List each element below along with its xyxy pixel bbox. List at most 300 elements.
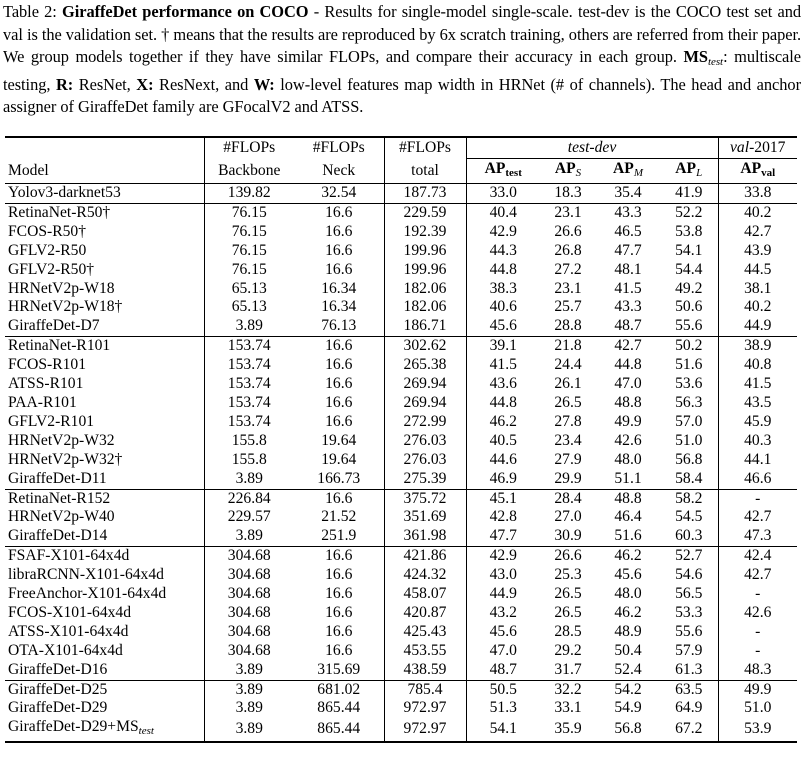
caption-x-label: X: [136,74,154,94]
cell-backbone: 3.89 [204,527,294,546]
model-name: RetinaNet-R152 [8,489,111,507]
cell-aps: 26.5 [554,393,582,411]
cell-backbone: 76.15 [204,242,294,261]
model-name: HRNetV2p-W18 [8,279,115,297]
header-val-year: -2017 [749,139,786,156]
header-ap-l [660,159,718,184]
cell-val: 40.8 [718,356,797,375]
cell-val: 33.8 [718,184,797,204]
cell-neck: 16.6 [325,241,353,259]
cell-val: 44.1 [718,451,797,470]
table-row [5,470,797,489]
cell-val: 40.2 [718,298,797,317]
cell-apl: 52.2 [675,203,703,221]
model-name: Yolov3-darknet53 [8,184,121,201]
caption-text-2: : multiscale testing, [3,47,801,94]
header-ap-val-label: AP [740,160,762,177]
cell-model [5,680,204,699]
cell-neck: 16.6 [325,203,353,221]
cell-model [5,394,204,413]
cell-ap: 46.9 [466,470,540,489]
caption-label: Table 2: [3,2,57,21]
cell-apl: 54.1 [675,241,703,259]
cell-total: 265.38 [384,356,466,375]
cell-backbone: 76.15 [204,223,294,242]
cell-model [5,280,204,299]
cell-apl: 63.5 [675,680,703,698]
table-row [5,280,797,299]
cell-total: 269.94 [384,375,466,394]
cell-backbone: 139.82 [204,184,294,204]
cell-neck: 16.6 [325,375,353,393]
cell-backbone: 3.89 [204,699,294,718]
cell-val: 42.7 [718,566,797,585]
table-row [5,261,797,280]
model-name: FCOS-R50† [8,222,86,240]
cell-model [5,699,204,718]
caption-text-1: - Results for single-model single-scale. test-dev is the COCO test set and val is the validation set. † means that the results are reproduced by 6x scratch training, others are referred from their paper. We group models together if they have similar FLOPs, and compare their accuracy in each group. [3,2,801,66]
cell-backbone: 3.89 [204,718,294,742]
table-row [5,566,797,585]
cell-apl: 64.9 [675,699,703,717]
model-name: HRNetV2p-W40 [8,508,115,526]
cell-apm: 49.9 [614,412,642,430]
cell-neck: 16.34 [321,279,357,297]
cell-apm: 54.9 [614,699,642,717]
cell-apm: 51.6 [614,527,642,545]
model-name: RetinaNet-R101 [8,337,111,355]
cell-val: 44.9 [718,317,797,336]
cell-val: 45.9 [718,413,797,432]
cell-neck: 16.34 [321,298,357,316]
cell-backbone: 65.13 [204,280,294,299]
model-name: GiraffeDet-D11 [8,469,107,487]
cell-model [5,527,204,546]
cell-backbone: 153.74 [204,413,294,432]
header-flops-total-1: #FLOPs [384,137,466,159]
cell-ap: 44.8 [466,394,540,413]
cell-neck: 865.44 [317,699,361,717]
cell-backbone: 3.89 [204,470,294,489]
table-row [5,604,797,623]
header-ap-val [718,159,797,184]
cell-apm: 35.4 [614,184,642,201]
cell-backbone: 153.74 [204,394,294,413]
cell-apl: 56.3 [675,393,703,411]
cell-apm: 48.0 [614,450,642,468]
cell-val: 40.2 [718,203,797,222]
cell-model [5,298,204,317]
header-model: Model [8,161,49,179]
cell-apm: 52.4 [614,660,642,678]
cell-val: 43.5 [718,394,797,413]
table-row [5,413,797,432]
cell-val: - [718,489,797,508]
cell-aps: 18.3 [554,184,582,201]
cell-ap: 40.6 [466,298,540,317]
cell-apm: 46.2 [614,603,642,621]
cell-total: 458.07 [384,585,466,604]
cell-aps: 32.2 [554,680,582,698]
cell-neck: 16.6 [325,337,353,355]
cell-apm: 48.8 [614,489,642,507]
cell-apl: 58.2 [675,489,703,507]
cell-apm: 45.6 [614,566,642,584]
cell-neck: 76.13 [321,317,357,335]
cell-backbone: 3.89 [204,661,294,680]
cell-val: 46.6 [718,470,797,489]
cell-total: 351.69 [384,508,466,527]
cell-aps: 31.7 [554,660,582,678]
table-row [5,337,797,356]
cell-backbone: 229.57 [204,508,294,527]
cell-backbone: 304.68 [204,623,294,642]
model-name: ATSS-R101 [8,375,84,393]
header-ap-m-sub: M [633,167,643,179]
table-row [5,432,797,451]
cell-total: 182.06 [384,280,466,299]
cell-apl: 54.5 [675,508,703,526]
cell-val: 48.3 [718,661,797,680]
cell-apl: 51.0 [675,431,703,449]
cell-total: 302.62 [384,337,466,356]
cell-apl: 53.8 [675,222,703,240]
cell-total: 199.96 [384,242,466,261]
header-test-dev: test-dev [466,137,718,159]
cell-apm: 46.5 [614,222,642,240]
cell-apm: 42.6 [614,431,642,449]
cell-apm: 46.4 [614,508,642,526]
cell-aps: 26.5 [554,585,582,603]
cell-model [5,604,204,623]
caption-title: GiraffeDet performance on COCO [62,2,309,21]
model-name: FCOS-X101-64x4d [8,603,132,621]
cell-total: 785.4 [384,680,466,699]
model-name-sub: test [138,725,154,738]
caption-ms-label: MS [683,47,708,66]
caption-w-label: W: [253,74,275,94]
table-row [5,298,797,317]
cell-aps: 26.1 [554,375,582,393]
header-ap-s-sub: S [575,167,582,179]
cell-apl: 67.2 [660,718,718,742]
cell-apm: 50.4 [614,641,642,659]
cell-model [5,413,204,432]
model-name: GFLV2-R101 [8,412,95,430]
cell-val: 42.6 [718,604,797,623]
cell-apm: 41.5 [614,279,642,297]
cell-total: 276.03 [384,432,466,451]
cell-aps: 27.0 [554,508,582,526]
cell-total: 199.96 [384,261,466,280]
model-name: ATSS-X101-64x4d [8,622,129,640]
cell-model [5,242,204,261]
header-ap-m [596,159,660,184]
cell-neck: 865.44 [294,718,384,742]
cell-apl: 51.6 [675,356,703,374]
header-ap-s-label: AP [554,160,576,177]
cell-aps: 26.5 [554,603,582,621]
header-ap-l-sub: L [696,167,703,179]
header-ap-l-label: AP [675,160,697,177]
cell-model [5,623,204,642]
cell-val: 53.9 [718,718,797,742]
cell-val: - [718,585,797,604]
cell-neck: 16.6 [325,260,353,278]
cell-apm: 54.2 [614,680,642,698]
cell-total: 972.97 [384,718,466,742]
cell-apl: 55.6 [675,317,703,335]
cell-ap: 48.7 [466,661,540,680]
cell-val: 42.7 [718,508,797,527]
cell-apl: 60.3 [675,527,703,545]
cell-apm: 48.0 [614,585,642,603]
cell-aps: 27.9 [554,450,582,468]
header-flops-backbone-2: Backbone [204,159,294,184]
cell-total: 276.03 [384,451,466,470]
cell-apl: 54.4 [675,260,703,278]
cell-val: 47.3 [718,527,797,546]
cell-neck: 315.69 [317,660,361,678]
cell-apl: 41.9 [675,184,703,201]
cell-backbone: 65.13 [204,298,294,317]
cell-val: 42.7 [718,223,797,242]
cell-apl: 57.0 [675,412,703,430]
model-name: GiraffeDet-D7 [8,317,100,335]
cell-model [5,317,204,336]
cell-neck: 16.6 [325,222,353,240]
header-ap-val-sub: val [761,167,776,179]
cell-ap: 45.1 [466,489,540,508]
cell-apl: 50.6 [675,298,703,316]
cell-total: 438.59 [384,661,466,680]
cell-neck: 16.6 [325,547,353,565]
model-name: GFLV2-R50† [8,260,95,278]
cell-aps: 23.1 [554,279,582,297]
cell-apm: 47.0 [614,375,642,393]
cell-apm: 51.1 [614,469,642,487]
cell-total: 972.97 [384,699,466,718]
cell-neck: 19.64 [321,431,357,449]
cell-backbone: 3.89 [204,317,294,336]
cell-model [5,508,204,527]
cell-apl: 49.2 [675,279,703,297]
cell-backbone: 304.68 [204,642,294,661]
table-row [5,451,797,470]
cell-model [5,661,204,680]
header-ap-m-label: AP [613,160,634,177]
cell-ap: 39.1 [466,337,540,356]
cell-ap: 41.5 [466,356,540,375]
caption-r-text: ResNet, [73,74,137,94]
table-body [5,184,797,743]
cell-aps: 23.1 [554,203,582,221]
cell-model [5,451,204,470]
cell-apl: 57.9 [675,641,703,659]
cell-model [5,203,204,222]
cell-ap: 50.5 [466,680,540,699]
model-name: FreeAnchor-X101-64x4d [8,585,167,603]
cell-total: 186.71 [384,317,466,336]
cell-neck: 16.6 [325,489,353,507]
cell-neck: 681.02 [317,680,361,698]
cell-neck: 16.6 [325,585,353,603]
cell-val: 40.3 [718,432,797,451]
caption-r-label: R: [55,74,74,94]
cell-apl: 56.8 [675,450,703,468]
cell-total: 272.99 [384,413,466,432]
table-row [5,356,797,375]
table-row [5,718,797,742]
cell-apl: 58.4 [675,469,703,487]
cell-model [5,642,204,661]
cell-ap: 44.8 [466,261,540,280]
cell-aps: 25.7 [554,298,582,316]
cell-ap: 43.0 [466,566,540,585]
cell-aps: 28.8 [554,317,582,335]
cell-val: 51.0 [718,699,797,718]
cell-model [5,585,204,604]
cell-model [5,432,204,451]
cell-aps: 26.6 [554,222,582,240]
cell-total: 420.87 [384,604,466,623]
cell-backbone: 76.15 [204,261,294,280]
caption-x-text: ResNext, and [153,74,254,94]
cell-apm: 42.7 [614,337,642,355]
header-flops-neck-2: Neck [322,161,356,179]
model-name: GiraffeDet-D16 [8,660,108,678]
cell-model [5,470,204,489]
cell-ap: 43.6 [466,375,540,394]
cell-model [5,261,204,280]
cell-ap: 42.9 [466,547,540,566]
cell-apl: 53.6 [675,375,703,393]
cell-ap: 47.7 [466,527,540,546]
cell-ap: 40.4 [466,203,540,222]
cell-neck: 32.54 [321,184,357,201]
cell-val: 49.9 [718,680,797,699]
cell-apm: 56.8 [596,718,660,742]
caption-w-text: low-level features map width in HRNet (# of channels). The head and anchor assigner of GiraffeDet family are GFocalV2 and ATSS. [3,74,801,116]
cell-aps: 24.4 [554,356,582,374]
cell-neck: 16.6 [325,603,353,621]
model-name: RetinaNet-R50† [8,203,111,221]
cell-ap: 45.6 [466,623,540,642]
cell-model [5,566,204,585]
model-name: GiraffeDet-D29 [8,699,108,717]
model-name: FCOS-R101 [8,356,86,374]
cell-model [5,375,204,394]
cell-backbone: 155.8 [204,432,294,451]
cell-val: 38.9 [718,337,797,356]
cell-backbone: 76.15 [204,203,294,222]
cell-total: 229.59 [384,203,466,222]
header-flops-backbone-1: #FLOPs [204,137,294,159]
cell-aps: 23.4 [554,431,582,449]
cell-aps: 35.9 [540,718,596,742]
cell-model [5,718,204,742]
table-row [5,184,797,204]
cell-val: 43.9 [718,242,797,261]
cell-apm: 44.8 [614,356,642,374]
cell-aps: 29.2 [554,641,582,659]
model-name: PAA-R101 [8,393,77,411]
cell-ap: 47.0 [466,642,540,661]
cell-apl: 50.2 [675,337,703,355]
cell-val: - [718,623,797,642]
table-row [5,242,797,261]
cell-model [5,184,204,204]
cell-neck: 16.6 [325,566,353,584]
cell-total: 375.72 [384,489,466,508]
cell-aps: 33.1 [554,699,582,717]
cell-ap: 42.8 [466,508,540,527]
cell-aps: 26.8 [554,241,582,259]
cell-apl: 61.3 [675,660,703,678]
header-ap-s [540,159,596,184]
cell-ap: 38.3 [466,280,540,299]
results-table [5,136,797,743]
table-row [5,317,797,336]
model-name: GFLV2-R50 [8,241,87,259]
model-name: GiraffeDet-D25 [8,680,108,698]
cell-apm: 46.2 [614,547,642,565]
cell-backbone: 304.68 [204,566,294,585]
cell-ap: 40.5 [466,432,540,451]
cell-backbone: 304.68 [204,604,294,623]
caption-ms-sub: test [707,56,724,68]
cell-aps: 29.9 [554,469,582,487]
cell-model [5,489,204,508]
cell-apl: 55.6 [675,622,703,640]
table-row [5,375,797,394]
table-row [5,223,797,242]
cell-backbone: 155.8 [204,451,294,470]
cell-apl: 53.3 [675,603,703,621]
cell-apl: 54.6 [675,566,703,584]
cell-neck: 16.6 [325,622,353,640]
table-row [5,680,797,699]
model-name: libraRCNN-X101-64x4d [8,566,164,584]
table-row [5,661,797,680]
cell-aps: 27.2 [554,260,582,278]
cell-ap: 43.2 [466,604,540,623]
cell-total: 275.39 [384,470,466,489]
header-ap-test-label: AP [484,160,506,177]
cell-ap: 33.0 [466,184,540,204]
cell-model [5,547,204,566]
cell-model [5,337,204,356]
model-name: HRNetV2p-W18† [8,298,123,316]
cell-apl: 56.5 [675,585,703,603]
table-row [5,699,797,718]
cell-val: 41.5 [718,375,797,394]
cell-apl: 52.7 [675,547,703,565]
cell-aps: 27.8 [554,412,582,430]
cell-total: 424.32 [384,566,466,585]
cell-neck: 16.6 [325,641,353,659]
cell-neck: 16.6 [325,393,353,411]
header-ap-test-sub: test [505,167,522,179]
table-caption [3,0,801,119]
header-flops-neck-1: #FLOPs [312,139,365,157]
cell-ap: 51.3 [466,699,540,718]
header-val-label: val [730,139,750,156]
cell-apm: 48.7 [614,317,642,335]
cell-total: 425.43 [384,623,466,642]
cell-backbone: 153.74 [204,356,294,375]
cell-apm: 48.1 [614,260,642,278]
